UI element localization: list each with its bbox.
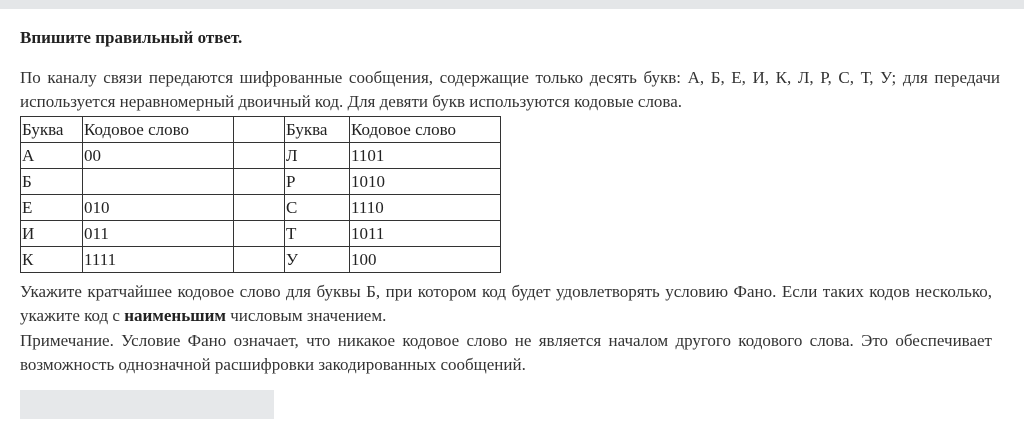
header-cell: Кодовое слово bbox=[83, 117, 234, 143]
spacer-cell bbox=[234, 195, 285, 221]
letter-cell: С bbox=[285, 195, 350, 221]
letter-cell: А bbox=[21, 143, 83, 169]
table-row bbox=[21, 195, 501, 221]
code-cell: 100 bbox=[350, 247, 501, 273]
letter-cell: Р bbox=[285, 169, 350, 195]
letter-cell: Т bbox=[285, 221, 350, 247]
question-text-start: Укажите кратчайшее кодовое слово для буквы Б, при котором код будет удовлетворять условию Фано. Если таких кодов несколько, укажите код с bbox=[20, 282, 992, 325]
header-cell: Буква bbox=[285, 117, 350, 143]
question-emphasis: наименьшим bbox=[124, 306, 226, 325]
header-cell bbox=[234, 117, 285, 143]
header-cell: Кодовое слово bbox=[350, 117, 501, 143]
code-cell: 1110 bbox=[350, 195, 501, 221]
question-text-end: числовым значением. bbox=[225, 306, 387, 325]
spacer-cell bbox=[234, 247, 285, 273]
code-cell bbox=[83, 169, 234, 195]
code-cell: 1111 bbox=[83, 247, 234, 273]
instruction-text: Впишите правильный ответ. bbox=[20, 28, 243, 47]
letter-cell: К bbox=[21, 247, 83, 273]
top-bar bbox=[0, 0, 1024, 9]
task-question bbox=[20, 280, 992, 328]
header-cell: Буква bbox=[21, 117, 83, 143]
code-table bbox=[20, 116, 501, 273]
code-cell: 1011 bbox=[350, 221, 501, 247]
spacer-cell bbox=[234, 169, 285, 195]
letter-cell: Б bbox=[21, 169, 83, 195]
task-note: Примечание. Условие Фано означает, что никакое кодовое слово не является началом другого кодового слова. Это обеспечивает возможность однозначной расшифровки закодированных сообщений. bbox=[20, 331, 992, 374]
table-row bbox=[21, 247, 501, 273]
letter-cell: И bbox=[21, 221, 83, 247]
answer-input[interactable] bbox=[20, 390, 274, 419]
table-header-row bbox=[21, 117, 501, 143]
code-cell: 011 bbox=[83, 221, 234, 247]
letter-cell: У bbox=[285, 247, 350, 273]
code-cell: 010 bbox=[83, 195, 234, 221]
table-row bbox=[21, 221, 501, 247]
table-row bbox=[21, 143, 501, 169]
code-cell: 00 bbox=[83, 143, 234, 169]
spacer-cell bbox=[234, 221, 285, 247]
letter-cell: Е bbox=[21, 195, 83, 221]
spacer-cell bbox=[234, 143, 285, 169]
code-cell: 1010 bbox=[350, 169, 501, 195]
task-intro: По каналу связи передаются шифрованные сообщения, содержащие только десять букв: А, Б, Е, И, К, Л, Р, С, Т, У; для передачи используется неравномерный двоичный код. Для девяти букв используются кодовые слова. bbox=[20, 68, 1000, 111]
code-cell: 1101 bbox=[350, 143, 501, 169]
letter-cell: Л bbox=[285, 143, 350, 169]
table-row bbox=[21, 169, 501, 195]
